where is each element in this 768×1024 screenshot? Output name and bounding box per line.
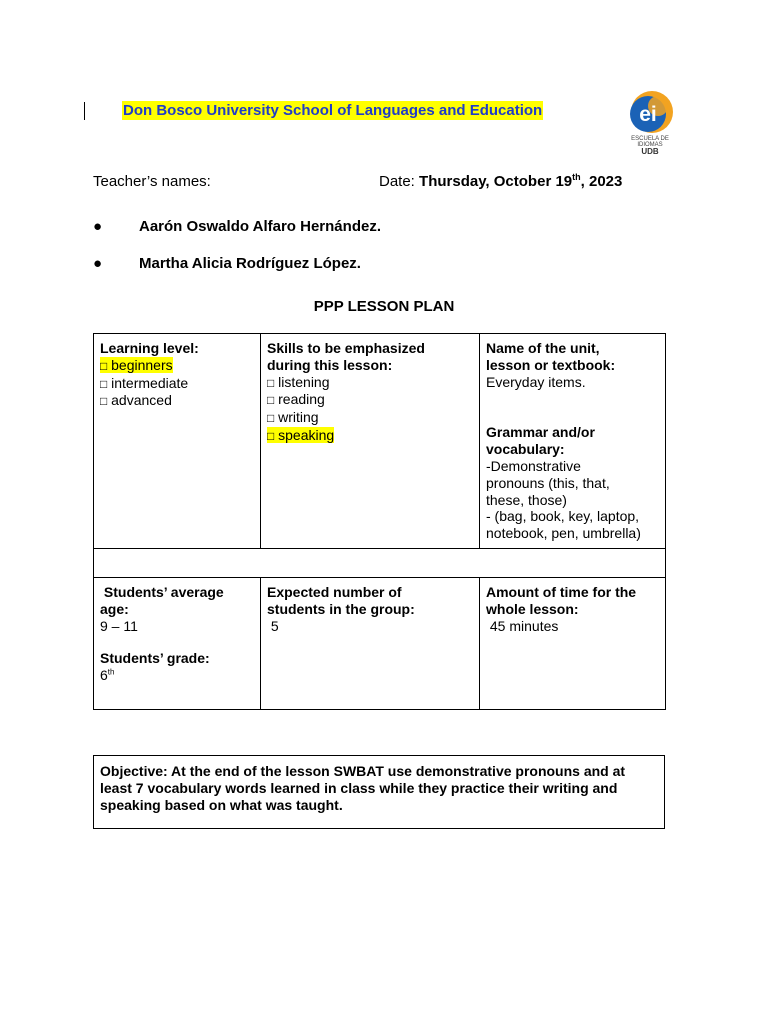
group-size-cell [261, 577, 480, 709]
level-option: □ advanced [100, 392, 172, 409]
grammar-line: these, those) [486, 491, 567, 508]
plan-title: PPP LESSON PLAN [313, 298, 455, 315]
institution-title: Don Bosco University School of Languages and Education [123, 102, 543, 119]
date-year: , 2023 [580, 173, 623, 190]
teacher-list-item [93, 218, 381, 235]
lesson-info-table [93, 333, 666, 710]
grammar-line: -Demonstrative [486, 457, 581, 474]
grade-value: 6th [100, 667, 115, 684]
ei-logo-icon [618, 88, 682, 158]
objective-table [93, 755, 665, 829]
skill-option: □ speaking [267, 426, 335, 443]
checkbox-empty-icon: □ [267, 375, 275, 390]
group-size-heading: Expected number of students in the group: [267, 583, 415, 617]
grammar-line: notebook, pen, umbrella) [486, 525, 641, 542]
level-option: □ beginners [100, 356, 173, 373]
bullet-icon: ● [93, 218, 103, 235]
teachers-label: Teacher’s names: [93, 173, 211, 190]
logo-line2: IDIOMAS [637, 142, 663, 148]
skill-option: □ writing [267, 409, 319, 426]
grade-heading: Students’ grade: [100, 650, 210, 667]
checkbox-empty-icon: □ [267, 411, 275, 426]
level-option: □ intermediate [100, 374, 189, 391]
learning-level-cell [94, 334, 261, 549]
age-cell [94, 577, 261, 709]
group-size-value: 5 [267, 617, 279, 634]
grammar-line: - (bag, book, key, laptop, [486, 508, 640, 525]
grammar-heading: Grammar and/or vocabulary: [486, 424, 595, 458]
checkbox-empty-icon: □ [100, 376, 108, 391]
duration-heading: Amount of time for the whole lesson: [486, 583, 637, 617]
teacher-name: Martha Alicia Rodríguez López. [139, 255, 361, 272]
empty-row [94, 548, 666, 577]
age-heading: Students’ average age: [100, 583, 224, 617]
duration-value: 45 minutes [486, 617, 559, 634]
age-value: 9 – 11 [100, 617, 138, 634]
checkbox-empty-icon: □ [100, 358, 108, 373]
unit-value: Everyday items. [486, 373, 586, 390]
grammar-line: pronouns (this, that, [486, 474, 610, 491]
unit-cell [480, 334, 666, 549]
checkbox-empty-icon: □ [267, 428, 275, 443]
date-label: Date: [379, 173, 415, 190]
checkbox-empty-icon: □ [267, 393, 275, 408]
text-cursor [84, 102, 85, 120]
date-suffix: th [572, 172, 581, 182]
bullet-icon: ● [93, 255, 103, 272]
objective-text: Objective: At the end of the lesson SWBAT use demonstrative pronouns and at least 7 vocabulary words learned in class while they practice their writing and speaking based on what was taught. [94, 756, 665, 829]
skill-option: □ listening [267, 373, 330, 390]
teacher-name: Aarón Oswaldo Alfaro Hernández. [139, 218, 381, 235]
duration-cell [480, 577, 666, 709]
date-value: Thursday, October 19 [419, 173, 573, 190]
skill-option: □ reading [267, 391, 325, 408]
checkbox-empty-icon: □ [100, 394, 108, 409]
unit-heading: Name of the unit, lesson or textbook: [486, 340, 616, 373]
logo-line3: UDB [641, 147, 659, 156]
teacher-list-item [93, 255, 361, 272]
skills-heading: Skills to be emphasized during this lesson: [267, 340, 425, 373]
logo-line1: ESCUELA DE [631, 136, 669, 142]
skills-cell [261, 334, 480, 549]
learning-level-heading: Learning level: [100, 340, 199, 356]
date-line [379, 173, 622, 190]
logo-mark: ei [639, 103, 657, 126]
